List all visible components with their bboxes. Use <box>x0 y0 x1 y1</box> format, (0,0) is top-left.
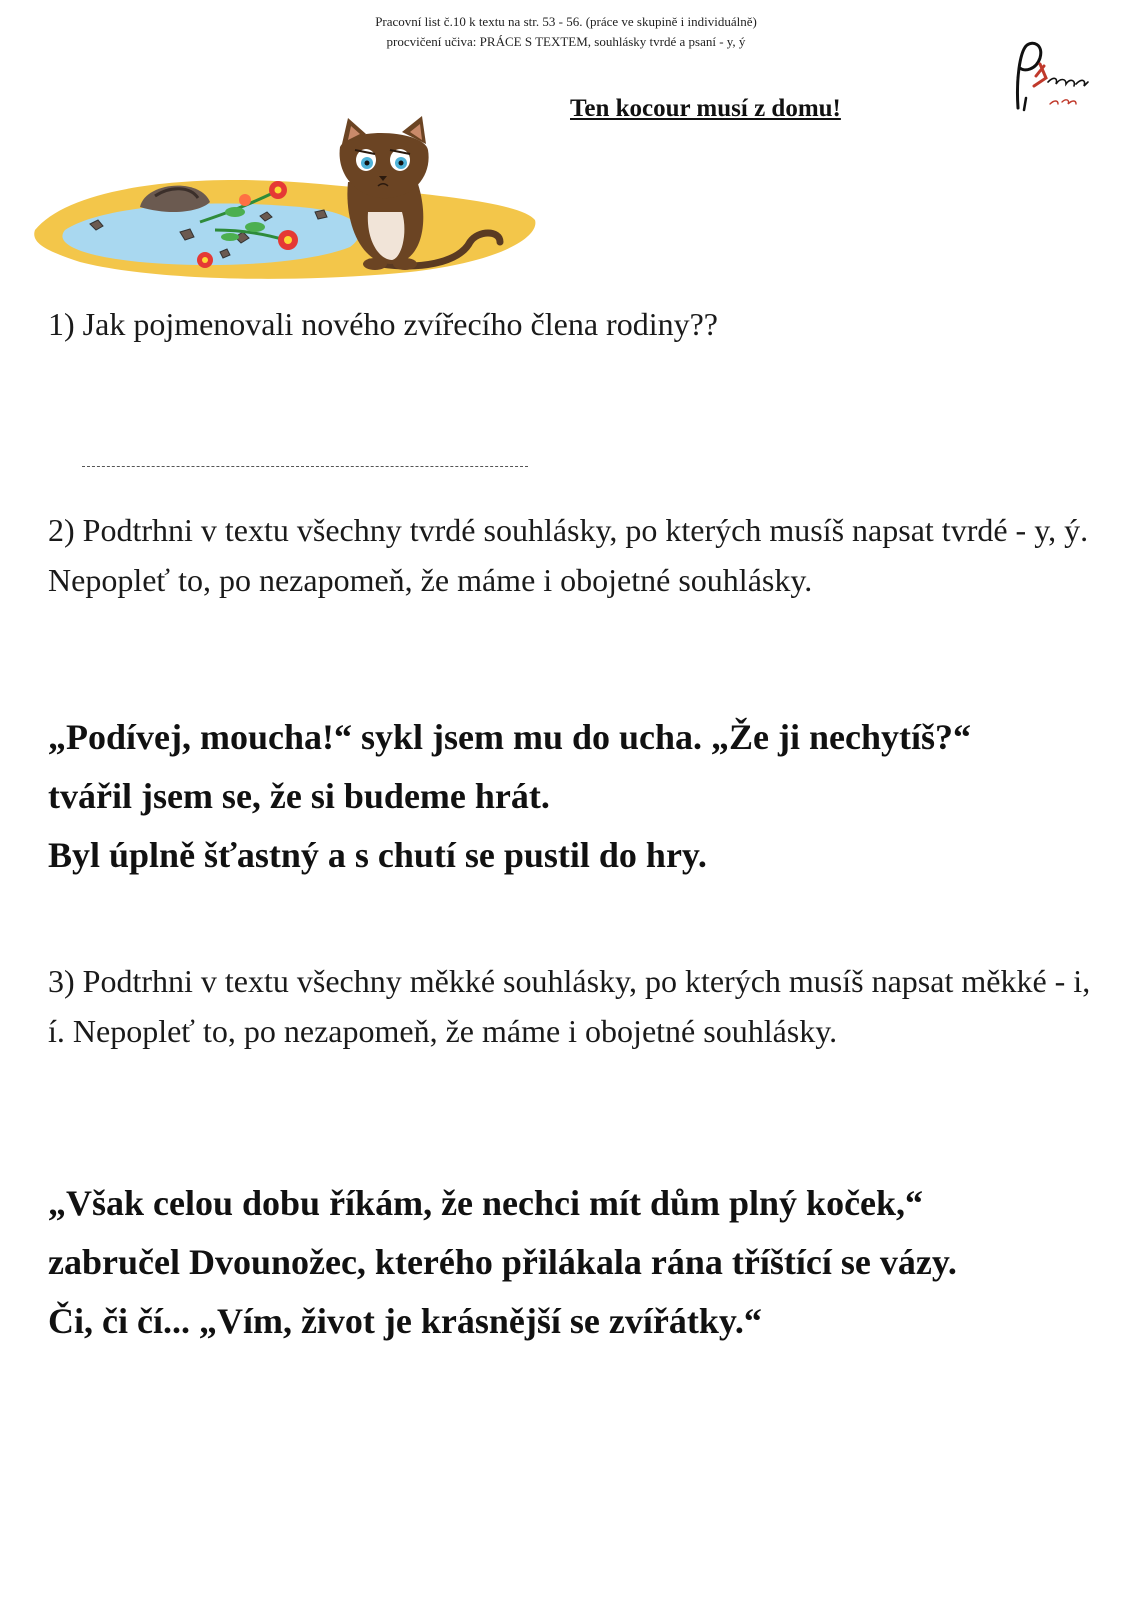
answer-line[interactable] <box>82 466 528 467</box>
quote-2 <box>48 1174 1118 1351</box>
question-3: 3) Podtrhni v textu všechny měkké souhlásky, po kterých musíš napsat měkké - i, í. Nepopleť to, po nezapomeň, že máme i obojetné souhlásky. <box>48 963 1091 1049</box>
cat-broken-vase-icon <box>30 112 540 292</box>
quote-2-line-1: „Však celou dobu říkám, že nechci mít dům plný koček,“ <box>48 1183 924 1223</box>
header-line-1: Pracovní list č.10 k textu na str. 53 - 56. (práce ve skupině i individuálně) <box>375 14 757 29</box>
quote-1-line-1: „Podívej, moucha!“ sykl jsem mu do ucha. „Že ji nechytíš?“ <box>48 717 972 757</box>
page-title: Ten kocour musí z domu! <box>570 95 841 122</box>
question-1: 1) Jak pojmenovali nového zvířecího člena rodiny?? <box>48 306 718 342</box>
question-2: 2) Podtrhni v textu všechny tvrdé souhlásky, po kterých musíš napsat tvrdé - y, ý. Nepopleť to, po nezapomeň, že máme i obojetné souhlásky. <box>48 512 1089 598</box>
prima-uca-logo-icon <box>1010 38 1100 128</box>
quote-1 <box>48 708 1118 885</box>
worksheet-header <box>0 12 1132 52</box>
quote-2-line-2: zabručel Dvounožec, kterého přilákala rána tříštící se vázy. <box>48 1242 957 1282</box>
quote-1-line-3: Byl úplně šťastný a s chutí se pustil do hry. <box>48 835 707 875</box>
header-line-2: procvičení učiva: PRÁCE S TEXTEM, souhlásky tvrdé a psaní - y, ý <box>386 34 746 49</box>
quote-2-line-3: Či, či čí... „Vím, život je krásnější se zvířátky.“ <box>48 1301 762 1341</box>
quote-1-line-2: tvářil jsem se, že si budeme hrát. <box>48 776 550 816</box>
